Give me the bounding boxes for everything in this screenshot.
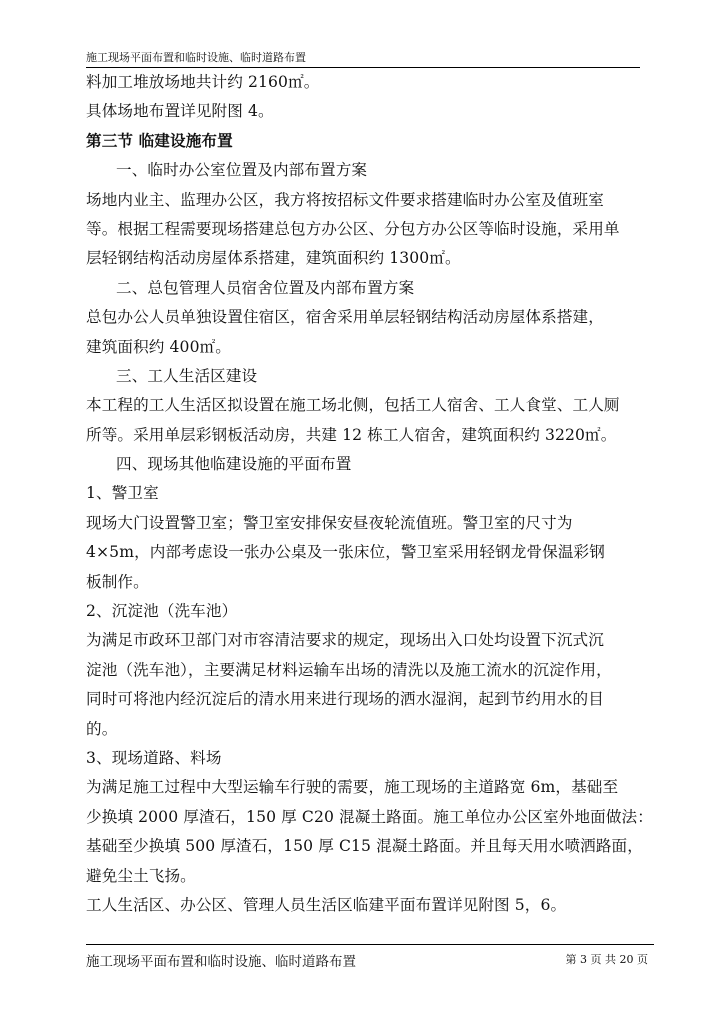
text-line: 同时可将池内经沉淀后的清水用来进行现场的洒水湿润，起到节约用水的目: [86, 690, 604, 709]
text-line: 总包办公人员单独设置住宿区，宿舍采用单层轻钢结构活动房屋体系搭建，: [86, 308, 604, 327]
section-heading: 第三节 临建设施布置: [86, 131, 233, 150]
subsection-heading: 四、现场其他临建设施的平面布置: [116, 455, 352, 474]
text-line: 所等。采用单层彩钢板活动房，共建 12 栋工人宿舍，建筑面积约 3220㎡。: [86, 425, 617, 444]
document-body: [86, 68, 653, 920]
text-line: 为满足市政环卫部门对市容清洁要求的规定，现场出入口处均设置下沉式沉: [86, 631, 604, 650]
item-heading: 1、警卫室: [86, 484, 159, 503]
page-footer: [86, 944, 654, 970]
subsection-heading: 三、工人生活区建设: [116, 366, 258, 385]
page-number: 第 3 页 共 20 页: [565, 953, 648, 966]
text-line: 等。根据工程需要现场搭建总包方办公区、分包方办公区等临时设施，采用单: [86, 219, 620, 238]
item-heading: 3、现场道路、料场: [86, 748, 222, 767]
text-line: 建筑面积约 400㎡。: [86, 337, 231, 356]
text-line: 层轻钢结构活动房屋体系搭建，建筑面积约 1300㎡。: [86, 249, 461, 268]
subsection-heading: 一、临时办公室位置及内部布置方案: [116, 161, 368, 180]
item-heading: 2、沉淀池（洗车池）: [86, 602, 238, 621]
text-line: 的。: [86, 719, 118, 738]
text-line: 具体场地布置详见附图 4。: [86, 102, 274, 121]
subsection-heading: 二、总包管理人员宿舍位置及内部布置方案: [116, 278, 415, 297]
text-line: 避免尘土飞扬。: [86, 866, 196, 885]
footer-title: 施工现场平面布置和临时设施、临时道路布置: [86, 954, 356, 970]
text-line: 场地内业主、监理办公区，我方将按招标文件要求搭建临时办公室及值班室: [86, 190, 604, 209]
text-line: 4×5m，内部考虑设一张办公桌及一张床位，警卫室采用轻钢龙骨保温彩钢: [86, 543, 605, 562]
text-line: 淀池（洗车池），主要满足材料运输车出场的清洗以及施工流水的沉淀作用，: [86, 660, 612, 679]
text-line: 本工程的工人生活区拟设置在施工场北侧，包括工人宿舍、工人食堂、工人厕: [86, 396, 620, 415]
text-line: 现场大门设置警卫室；警卫室安排保安昼夜轮流值班。警卫室的尺寸为: [86, 513, 573, 532]
page-header: 施工现场平面布置和临时设施、临时道路布置: [86, 51, 640, 68]
text-line: 料加工堆放场地共计约 2160㎡。: [86, 73, 320, 91]
text-line: 板制作。: [86, 572, 149, 591]
text-line: 工人生活区、办公区、管理人员生活区临建平面布置详见附图 5，6。: [86, 895, 567, 914]
text-line: 为满足施工过程中大型运输车行驶的需要，施工现场的主道路宽 6m，基础至: [86, 778, 619, 797]
text-line: 少换填 2000 厚渣石，150 厚 C20 混凝土路面。施工单位办公区室外地面做法：: [86, 807, 653, 826]
text-line: 基础至少换填 500 厚渣石，150 厚 C15 混凝土路面。并且每天用水喷洒路面，: [86, 837, 643, 856]
